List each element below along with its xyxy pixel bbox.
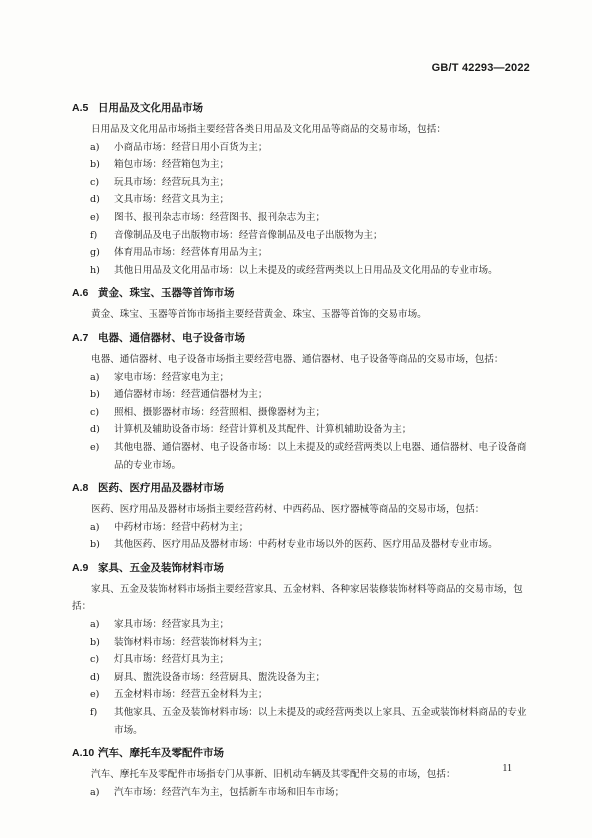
list-item-label: c): [90, 406, 100, 418]
list-item: [72, 784, 532, 802]
section-number: A.8: [72, 482, 89, 495]
list-item-text: 箱包市场：经营箱包为主；: [114, 159, 230, 171]
section-title: 家具、五金及装饰材料市场: [98, 561, 224, 574]
list-item-label: e): [90, 441, 100, 453]
list-item-text: 图书、报刊杂志市场：经营图书、报刊杂志为主；: [114, 211, 326, 223]
list-item-text: 中药材市场：经营中药材为主；: [114, 521, 249, 533]
list-item-label: d): [90, 671, 100, 683]
section-number: A.5: [72, 102, 89, 114]
section-heading: [72, 285, 532, 302]
list-item: [72, 651, 532, 669]
document-body: [72, 100, 532, 805]
section: [72, 285, 532, 324]
item-list: [72, 616, 532, 739]
list-item-text: 体育用品市场：经营体育用品为主；: [114, 247, 268, 259]
list-item-label: e): [90, 689, 100, 701]
list-item-label: f): [90, 229, 98, 241]
list-item: [72, 634, 532, 652]
item-list: [72, 784, 532, 802]
list-item-text: 五金材料市场：经营五金材料为主；: [114, 689, 268, 701]
list-item-label: b): [90, 539, 100, 551]
list-item: [72, 386, 532, 404]
list-item-label: a): [90, 619, 100, 631]
section: [72, 560, 532, 739]
list-item-label: b): [90, 636, 100, 648]
item-list: [72, 519, 532, 554]
section-heading: [72, 745, 532, 762]
list-item-label: e): [90, 211, 100, 223]
list-item-text: 其他日用品及文化用品市场：以上未提及的或经营两类以上日用品及文化用品的专业市场。: [114, 264, 498, 276]
list-item-text: 装饰材料市场：经营装饰材料为主；: [114, 636, 268, 648]
list-item-label: c): [90, 654, 100, 666]
section-heading: [72, 100, 532, 117]
list-item-label: a): [90, 371, 100, 383]
item-list: [72, 369, 532, 475]
page-number: 11: [502, 763, 512, 774]
list-item: [72, 616, 532, 634]
list-item: [72, 227, 532, 245]
list-item-label: f): [90, 707, 98, 719]
section-paragraph: 汽车、摩托车及零配件市场指专门从事新、旧机动车辆及其零配件交易的市场，包括：: [91, 769, 456, 781]
list-item-text: 照相、摄影器材市场：经营照相、摄像器材为主；: [114, 406, 326, 418]
list-item: [72, 369, 532, 387]
list-item: [72, 262, 532, 280]
section: [72, 100, 532, 279]
section-paragraph: 黄金、珠宝、玉器等首饰市场指主要经营黄金、珠宝、玉器等首饰的交易市场。: [91, 309, 427, 321]
list-item-label: a): [90, 521, 100, 533]
section-paragraph: 电器、通信器材、电子设备市场指主要经营电器、通信器材、电子设备等商品的交易市场，包括：: [91, 353, 504, 365]
list-item-text: 灯具市场：经营灯具为主；: [114, 654, 230, 666]
section-title: 电器、通信器材、电子设备市场: [98, 331, 245, 344]
list-item: [72, 421, 532, 439]
list-item-label: d): [90, 194, 100, 206]
list-item-text: 家具市场：经营家具为主；: [114, 619, 230, 631]
section-number: A.9: [72, 561, 89, 574]
list-item-label: d): [90, 424, 100, 436]
list-item-label: b): [90, 159, 100, 171]
list-item: [72, 536, 532, 554]
list-item: [72, 139, 532, 157]
section: [72, 330, 532, 474]
list-item-label: h): [90, 264, 100, 276]
section-number: A.7: [72, 331, 89, 344]
list-item: [72, 686, 532, 704]
standard-code-header: GB/T 42293—2022: [431, 62, 530, 74]
section: [72, 745, 532, 801]
list-item-text: 其他电器、通信器材、电子设备市场：以上未提及的或经营两类以上电器、通信器材、电子设备商品的专业市场。: [114, 441, 527, 471]
list-item-text: 家电市场：经营家电为主；: [114, 371, 230, 383]
list-item: [72, 704, 532, 739]
list-item-text: 玩具市场：经营玩具为主；: [114, 176, 230, 188]
list-item: [72, 669, 532, 687]
section-heading: [72, 330, 532, 347]
section-paragraph: 家具、五金及装饰材料市场指主要经营家具、五金材料、各种家居装修装饰材料等商品的交易市场，包括：: [72, 583, 523, 613]
list-item: [72, 404, 532, 422]
section-title: 日用品及文化用品市场: [98, 102, 203, 114]
section-title: 黄金、珠宝、玉器等首饰市场: [98, 287, 235, 300]
list-item-text: 文具市场：经营文具为主；: [114, 194, 230, 206]
section-title: 汽车、摩托车及零配件市场: [98, 747, 224, 760]
section-number: A.10: [72, 747, 95, 760]
list-item-text: 厨具、盥洗设备市场：经营厨具、盥洗设备为主；: [114, 671, 326, 683]
list-item-text: 计算机及辅助设备市场：经营计算机及其配件、计算机辅助设备为主；: [114, 424, 412, 436]
list-item: [72, 191, 532, 209]
list-item-label: b): [90, 389, 100, 401]
list-item-text: 小商品市场：经营日用小百货为主；: [114, 141, 268, 153]
section-paragraph: 日用品及文化用品市场指主要经营各类日用品及文化用品等商品的交易市场，包括：: [91, 124, 446, 135]
list-item-text: 汽车市场：经营汽车为主，包括新车市场和旧车市场；: [114, 786, 345, 798]
section-number: A.6: [72, 287, 89, 300]
list-item-text: 其他医药、医疗用品及器材市场：中药材专业市场以外的医药、医疗用品及器材专业市场。: [114, 539, 498, 551]
section-heading: [72, 560, 532, 577]
list-item: [72, 156, 532, 174]
section-title: 医药、医疗用品及器材市场: [98, 482, 224, 495]
list-item-label: c): [90, 176, 100, 188]
list-item: [72, 439, 532, 474]
section: [72, 480, 532, 554]
item-list: [72, 139, 532, 280]
list-item: [72, 209, 532, 227]
list-item-text: 其他家具、五金及装饰材料市场：以上未提及的或经营两类以上家具、五金或装饰材料商品的专业市场。: [114, 707, 527, 736]
list-item-label: a): [90, 786, 100, 798]
list-item-label: g): [90, 247, 100, 259]
list-item-label: a): [90, 141, 100, 153]
list-item: [72, 519, 532, 537]
list-item: [72, 174, 532, 192]
section-heading: [72, 480, 532, 497]
list-item: [72, 244, 532, 262]
section-paragraph: 医药、医疗用品及器材市场指主要经营药材、中西药品、医疗器械等商品的交易市场，包括：: [91, 504, 485, 516]
list-item-text: 通信器材市场：经营通信器材为主；: [114, 389, 268, 401]
list-item-text: 音像制品及电子出版物市场：经营音像制品及电子出版物为主；: [114, 229, 383, 241]
